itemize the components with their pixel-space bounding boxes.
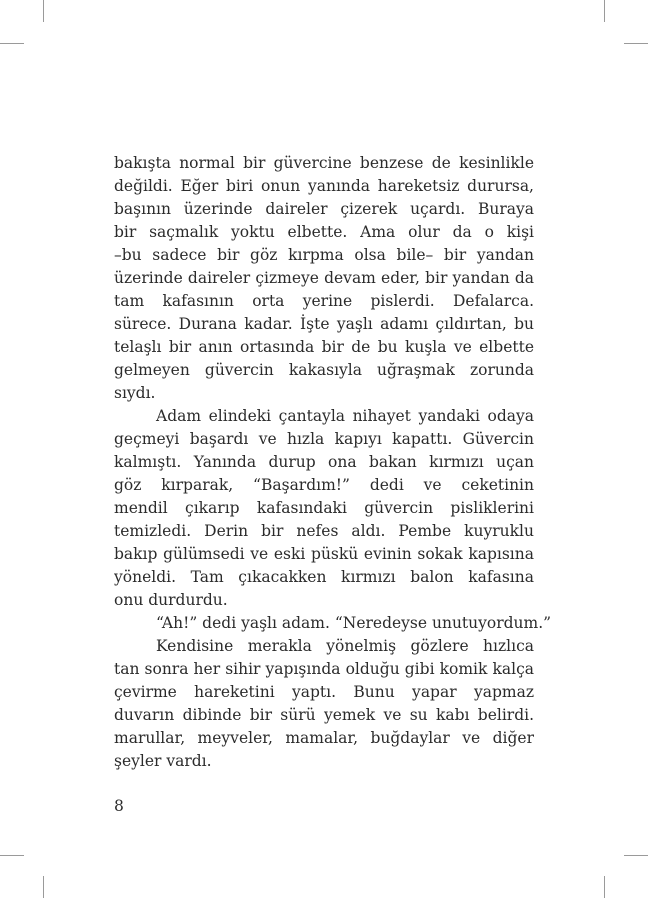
text-line: marullar, meyveler, mamalar, buğdaylar ve diğer: [114, 729, 534, 747]
crop-mark-bottom-left: [43, 876, 44, 898]
text-line: değildi. Eğer biri onun yanında hareketsiz durursa,: [114, 177, 534, 195]
text-line: “Ah!” dedi yaşlı adam. “Neredeyse unutuyordum.”: [156, 614, 552, 632]
text-line: sürece. Durana kadar. İşte yaşlı adamı çıldırtan, bu: [114, 315, 534, 333]
text-line: bakıp gülümsedi ve eski püskü evinin sokak kapısına: [114, 545, 534, 563]
text-line: telaşlı bir anın ortasında bir de bu kuşla ve elbette: [114, 338, 534, 356]
text-line: tan sonra her sihir yapışında olduğu gibi komik kalça: [114, 660, 534, 678]
text-line: göz kırparak, “Başardım!” dedi ve ceketinin: [114, 476, 534, 494]
text-line: onu durdurdu.: [114, 591, 228, 609]
text-line: duvarın dibinde bir sürü yemek ve su kabı belirdi.: [114, 706, 534, 724]
text-line: Kendisine meraklа yönelmiş gözlere hızlıca: [156, 637, 534, 655]
crop-mark-bottom-right-h: [624, 855, 648, 856]
text-line: bakışta normal bir güvercine benzese de kesinlikle: [114, 154, 534, 172]
text-line: –bu sadece bir göz kırpma olsa bile– bir yandan: [114, 246, 534, 264]
page-number: 8: [114, 797, 124, 815]
text-line: çevirme hareketini yaptı. Bunu yapar yapmaz: [114, 683, 534, 701]
crop-mark-top-left: [43, 0, 44, 22]
text-line: mendil çıkarıp kafasındaki güvercin pisliklerini: [114, 499, 534, 517]
crop-mark-bottom-right: [604, 876, 605, 898]
text-line: yöneldi. Tam çıkacakken kırmızı balon kafasına: [114, 568, 534, 586]
text-line: şeyler vardı.: [114, 752, 212, 770]
crop-mark-top-left-h: [0, 43, 24, 44]
text-line: Adam elindeki çantayla nihayet yandaki odaya: [156, 407, 534, 425]
crop-mark-bottom-left-h: [0, 855, 24, 856]
body-text: [114, 152, 552, 773]
text-line: temizledi. Derin bir nefes aldı. Pembe kuyruklu: [114, 522, 534, 540]
text-line: geçmeyi başardı ve hızla kapıyı kapattı. Güvercin: [114, 430, 534, 448]
text-line: üzerinde daireler çizmeye devam eder, bir yandan da: [114, 269, 534, 287]
text-line: gelmeyen güvercin kakasıyla uğraşmak zorunda: [114, 361, 534, 379]
crop-mark-top-right: [604, 0, 605, 22]
text-line: başının üzerinde daireler çizerek uçardı. Buraya: [114, 200, 534, 218]
crop-mark-top-right-h: [624, 43, 648, 44]
text-line: kalmıştı. Yanında durup ona bakan kırmızı uçan: [114, 453, 534, 471]
text-line: tam kafasının orta yerine pislerdi. Defalarca.: [114, 292, 534, 310]
text-line: bir saçmalık yoktu elbette. Ama olur da o kişi: [114, 223, 534, 241]
text-line: sıydı.: [114, 384, 156, 402]
